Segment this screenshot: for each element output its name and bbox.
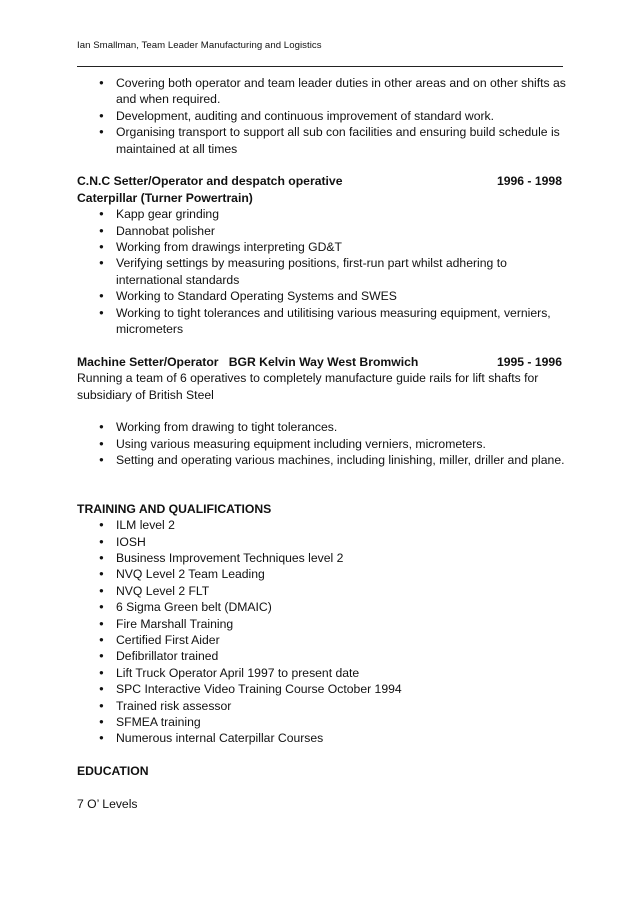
- education-text: 7 O’ Levels: [77, 796, 138, 811]
- list-item: ● Covering both operator and team leader duties in other areas and on other shifts as and when required.: [77, 75, 567, 108]
- list-item: ● Lift Truck Operator April 1997 to present date: [77, 665, 567, 681]
- list-item: ● Using various measuring equipment including verniers, micrometers.: [77, 436, 567, 452]
- list-item: ● Development, auditing and continuous improvement of standard work.: [77, 108, 567, 124]
- list-item: ● Trained risk assessor: [77, 698, 567, 714]
- list-item: ● NVQ Level 2 FLT: [77, 583, 567, 599]
- job-bullets: [77, 419, 567, 468]
- list-item: ● Working to Standard Operating Systems and SWES: [77, 288, 567, 304]
- list-item: ● Working from drawing to tight tolerances.: [77, 419, 567, 435]
- header-divider: [77, 66, 563, 67]
- list-item: ● SFMEA training: [77, 714, 567, 730]
- list-item: ● Working from drawings interpreting GD&T: [77, 239, 567, 255]
- section-heading-education: EDUCATION: [77, 764, 149, 779]
- list-item: ● Kapp gear grinding: [77, 206, 567, 222]
- list-item: ● NVQ Level 2 Team Leading: [77, 566, 567, 582]
- list-item: ● SPC Interactive Video Training Course October 1994: [77, 681, 567, 697]
- job-title-row: [77, 354, 567, 370]
- list-item: ● Certified First Aider: [77, 632, 567, 648]
- job-dates: 1995 - 1996: [496, 354, 562, 369]
- job-title-row: [77, 173, 567, 189]
- job-description: Running a team of 6 operatives to completely manufacture guide rails for lift shafts for subsidiary of British Steel: [77, 371, 539, 402]
- section-heading-training: TRAINING AND QUALIFICATIONS: [77, 501, 272, 516]
- list-item: ● Setting and operating various machines, including linishing, miller, driller and plane.: [77, 452, 567, 468]
- list-item: ● Fire Marshall Training: [77, 616, 567, 632]
- list-item: ● ILM level 2: [77, 517, 567, 533]
- list-item: ● Numerous internal Caterpillar Courses: [77, 730, 567, 746]
- job-bullets: [77, 206, 567, 337]
- training-list: [77, 517, 567, 747]
- list-item: ● 6 Sigma Green belt (DMAIC): [77, 599, 567, 615]
- job-dates: 1996 - 1998: [496, 174, 562, 189]
- list-item: ● Dannobat polisher: [77, 223, 567, 239]
- job-title: Machine Setter/Operator BGR Kelvin Way West Bromwich: [77, 354, 419, 369]
- page-header: Ian Smallman, Team Leader Manufacturing and Logistics: [77, 40, 322, 51]
- list-item: ● IOSH: [77, 534, 567, 550]
- list-item: ● Defibrillator trained: [77, 648, 567, 664]
- resume-body: [77, 75, 567, 812]
- list-item: ● Verifying settings by measuring positions, first-run part whilst adhering to international standards: [77, 255, 567, 288]
- job-title: C.N.C Setter/Operator and despatch operative: [77, 174, 343, 189]
- list-item: ● Organising transport to support all sub con facilities and ensuring build schedule is maintained at all times: [77, 124, 567, 157]
- company-name: Caterpillar (Turner Powertrain): [77, 190, 253, 205]
- list-item: ● Working to tight tolerances and utilitising various measuring equipment, verniers, micrometers: [77, 305, 567, 338]
- previous-role-bullets: [77, 75, 567, 157]
- list-item: ● Business Improvement Techniques level 2: [77, 550, 567, 566]
